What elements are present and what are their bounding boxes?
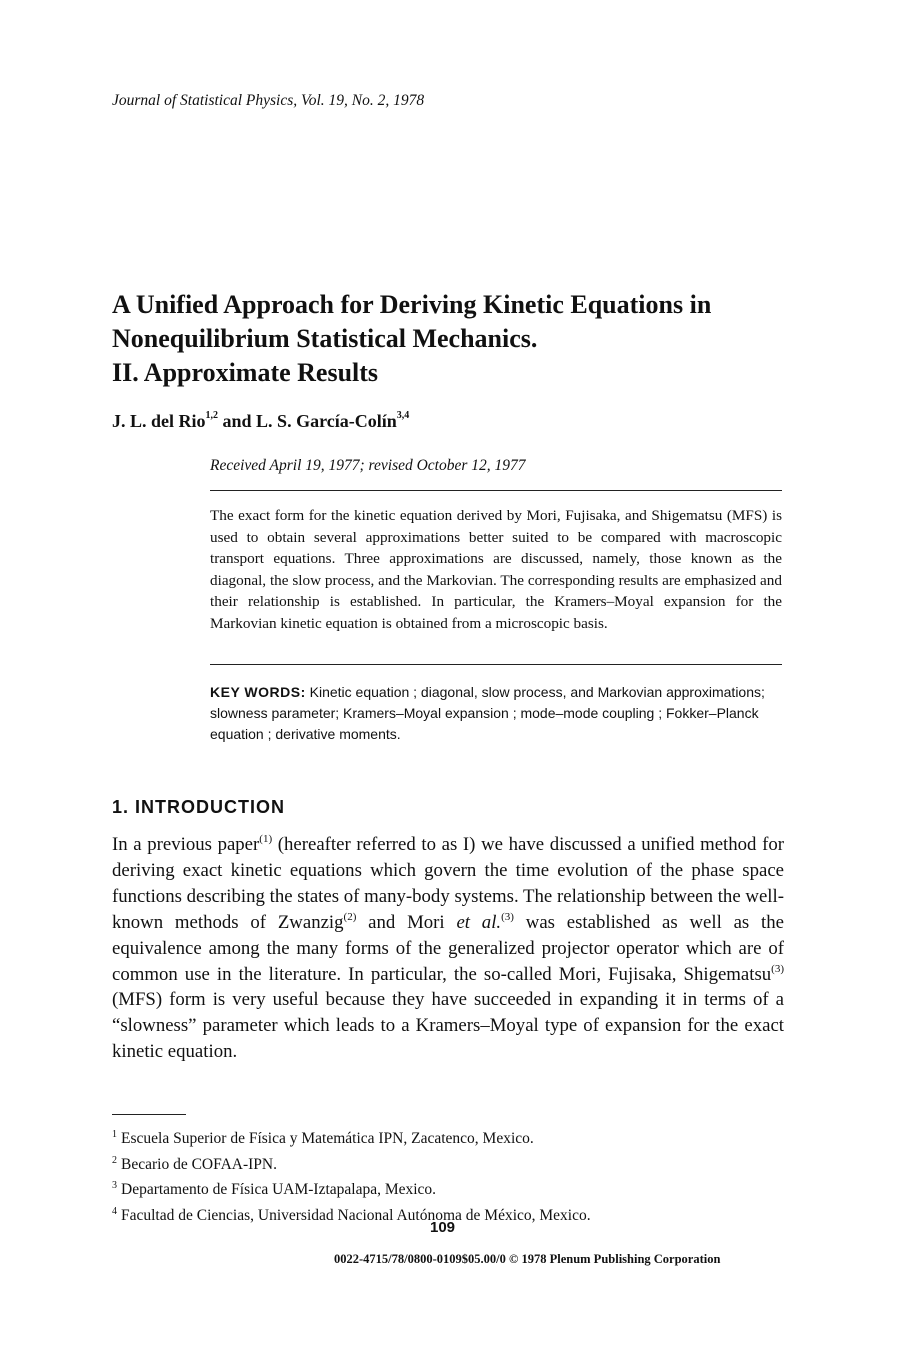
abstract: The exact form for the kinetic equation derived by Mori, Fujisaka, and Shigematsu (MFS) is used to obtain several approximations better suited to be compared with macroscopic transport equations. Three approximations are discussed, namely, those known as the diagonal, the slow process, and the Markovian. The corresponding results are emphasized and their relationship is established. In particular, the Kramers–Moyal expansion for the Markovian kinetic equation is obtained from a microscopic basis. <box>210 507 782 632</box>
intro-text-3: and Mori <box>356 911 457 933</box>
introduction-paragraph <box>112 832 784 1065</box>
citation-1: (1) <box>259 833 273 845</box>
footnote-text: Facultad de Ciencias, Universidad Nacional Autónoma de México, Mexico. <box>121 1206 591 1224</box>
keywords-label: KEY WORDS: <box>210 684 306 700</box>
abstract-top-rule <box>210 490 782 491</box>
section-heading: 1. INTRODUCTION <box>112 797 286 817</box>
footnote-rule <box>112 1114 186 1115</box>
citation-3b: (3) <box>771 962 784 975</box>
copyright-line: 0022-4715/78/0800-0109$05.00/0 © 1978 Plenum Publishing Corporation <box>334 1252 721 1266</box>
intro-text-1: In a previous paper <box>112 834 260 855</box>
et-al: et al. <box>456 911 502 933</box>
footnote-text: Becario de COFAA-IPN. <box>121 1155 277 1173</box>
footnote <box>112 1201 591 1227</box>
footnote-text: Departamento de Física UAM-Iztapalapa, Mexico. <box>121 1181 437 1199</box>
keywords <box>210 682 782 745</box>
footnote-number: 4 <box>112 1205 117 1217</box>
citation-2: (2) <box>343 910 357 923</box>
footnotes <box>112 1124 591 1226</box>
citation-3: (3) <box>501 910 514 923</box>
footnote <box>112 1150 591 1176</box>
paper-title <box>112 288 812 390</box>
title-line-1: A Unified Approach for Deriving Kinetic Equations in <box>112 290 712 319</box>
intro-text-4: was established as well as the equivalence among the many forms of the generalized projector operator which are of common use in the literature. In particular, the so-called Mori, Fujisaka, Shigematsu <box>112 911 784 985</box>
author-1-affiliations: 1,2 <box>205 410 219 421</box>
footnote-number: 2 <box>112 1154 117 1166</box>
author-2-affiliations: 3,4 <box>396 410 410 421</box>
footnote-number: 3 <box>112 1180 117 1192</box>
footnote-text: Escuela Superior de Física y Matemática IPN, Zacatenco, Mexico. <box>121 1130 534 1147</box>
intro-text-2: (hereafter referred to as I) we have discussed a unified method for deriving exact kinetic equations which govern the time evolution of the phase space functions describing the states of many-body systems. The relationship between the well-known methods of Zwanzig <box>112 834 784 933</box>
keywords-text: Kinetic equation ; diagonal, slow process, and Markovian approximations; slowness parameter; Kramers–Moyal expansion ; mode–mode coupling ; Fokker–Planck equation ; derivative moments. <box>210 684 765 742</box>
author-conjunction: and <box>222 411 252 431</box>
journal-citation: Journal of Statistical Physics, Vol. 19, No. 2, 1978 <box>112 92 425 109</box>
page-number: 109 <box>430 1219 456 1236</box>
author-2-name: L. S. García-Colín <box>256 411 397 431</box>
title-line-2: Nonequilibrium Statistical Mechanics. <box>112 324 538 353</box>
abstract-bottom-rule <box>210 664 782 665</box>
received-dates: Received April 19, 1977; revised October 12, 1977 <box>210 457 526 474</box>
title-line-3: II. Approximate Results <box>112 358 379 387</box>
authors <box>112 410 409 432</box>
footnote-number: 1 <box>112 1129 117 1140</box>
footnote <box>112 1175 591 1201</box>
intro-text-5: (MFS) form is very useful because they have succeeded in expanding it in terms of a “slowness” parameter which leads to a Kramers–Moyal type of expansion for the exact kinetic equation. <box>112 989 784 1063</box>
author-1-name: J. L. del Rio <box>112 411 206 431</box>
footnote <box>112 1124 591 1150</box>
